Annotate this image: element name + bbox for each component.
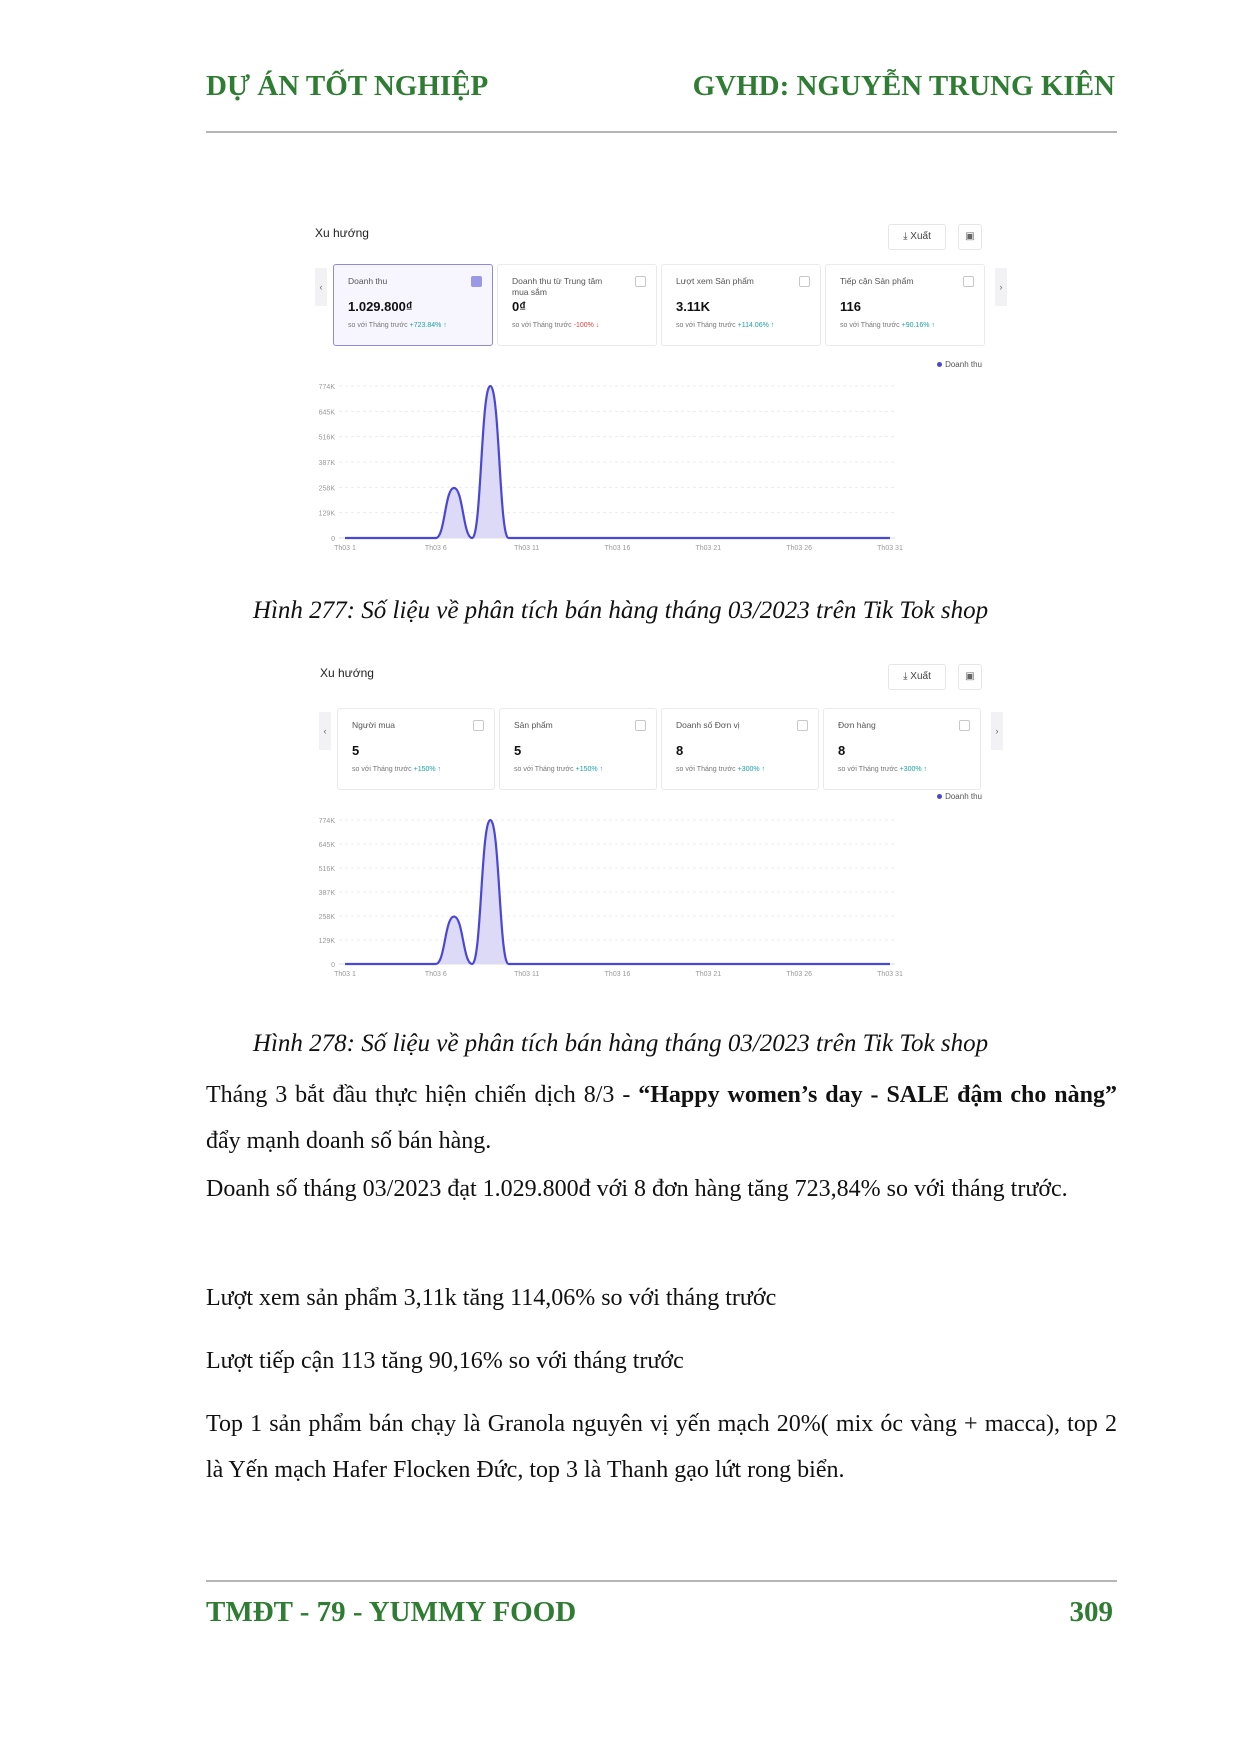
paragraph-revenue: Doanh số tháng 03/2023 đạt 1.029.800đ với 8 đơn hàng tăng 723,84% so với tháng trước.: [206, 1176, 1068, 1202]
metric-value: 8: [838, 743, 846, 758]
x-tick-label: Th03 21: [695, 971, 722, 978]
checkbox-icon[interactable]: [963, 276, 974, 287]
checkbox-icon[interactable]: [473, 720, 484, 731]
checkbox-icon[interactable]: [471, 276, 482, 287]
metric-label: Người mua: [352, 720, 395, 730]
x-tick-label: Th03 6: [424, 971, 447, 978]
paragraph-reach: Lượt tiếp cận 113 tăng 90,16% so với tháng trước: [206, 1348, 684, 1374]
next-arrow-icon[interactable]: ›: [995, 268, 1007, 306]
x-tick-label: Th03 16: [604, 971, 631, 978]
footer-divider: [206, 1580, 1117, 1582]
metric-value: 3.11K: [676, 299, 710, 314]
y-tick-label: 129K: [318, 510, 335, 518]
x-tick-label: Th03 1: [334, 545, 356, 552]
header-project-title: DỰ ÁN TỐT NGHIỆP: [206, 70, 489, 102]
x-tick-label: Th03 6: [424, 545, 447, 552]
metric-value: 0₫: [512, 299, 526, 314]
metric-compare: so với Tháng trước +150% ↑: [514, 766, 604, 773]
metric-compare: so với Tháng trước +300% ↑: [676, 766, 766, 773]
chart-legend: Doanh thu: [937, 792, 982, 801]
header-divider: [206, 131, 1117, 133]
checkbox-icon[interactable]: [959, 720, 970, 731]
y-tick-label: 774K: [318, 384, 335, 391]
metric-delta: +150%: [575, 766, 598, 773]
x-tick-label: Th03 26: [786, 545, 813, 552]
panel-title: Xu hướng: [320, 666, 374, 680]
metric-label: Sản phẩm: [514, 720, 553, 730]
x-tick-label: Th03 31: [877, 971, 903, 978]
metric-label: Doanh thu: [348, 276, 388, 286]
page-number: 309: [1069, 1596, 1113, 1628]
metric-label: Đơn hàng: [838, 720, 876, 730]
metric-delta: +300%: [899, 766, 922, 773]
y-tick-label: 258K: [318, 485, 335, 493]
metric-card-mall-revenue[interactable]: [497, 264, 657, 346]
x-tick-label: Th03 1: [334, 971, 356, 978]
metric-compare: so với Tháng trước +90.16% ↑: [840, 322, 935, 329]
metric-label: Doanh số Đơn vị: [676, 720, 740, 730]
x-tick-label: Th03 21: [695, 545, 722, 552]
metric-value: 5: [514, 743, 522, 758]
metric-compare: so với Tháng trước -100% ↓: [512, 322, 600, 329]
paragraph-top-products: Top 1 sản phẩm bán chạy là Granola nguyên vị yến mạch 20%( mix óc vàng + macca), top 2 là Yến mạch Hafer Flocken Đức, top 3 là Thanh gạo lứt rong biển.: [206, 1411, 1117, 1483]
figure-caption: Hình 277: Số liệu về phân tích bán hàng tháng 03/2023 trên Tik Tok shop: [252, 597, 989, 624]
y-tick-label: 387K: [318, 460, 335, 467]
prev-arrow-icon[interactable]: ‹: [319, 712, 331, 750]
checkbox-icon[interactable]: [797, 720, 808, 731]
checkbox-icon[interactable]: [635, 276, 646, 287]
panel-title: Xu hướng: [315, 226, 369, 240]
metric-card-products[interactable]: [499, 708, 657, 790]
metric-card-buyers[interactable]: [337, 708, 495, 790]
x-tick-label: Th03 31: [877, 545, 903, 552]
header-advisor: GVHD: NGUYỄN TRUNG KIÊN: [692, 70, 1115, 102]
revenue-trend-chart: [305, 376, 990, 566]
x-tick-label: Th03 11: [514, 971, 540, 978]
campaign-name: “Happy women’s day - SALE đậm cho nàng”: [638, 1082, 1117, 1108]
y-tick-label: 258K: [318, 914, 335, 921]
x-tick-label: Th03 26: [786, 971, 813, 978]
metric-card-product-reach[interactable]: [825, 264, 985, 346]
metric-compare: so với Tháng trước +150% ↑: [352, 766, 442, 773]
calendar-icon[interactable]: ▣: [958, 664, 982, 690]
y-tick-label: 645K: [318, 409, 335, 417]
metric-delta: +300%: [737, 766, 760, 773]
metric-compare: so với Tháng trước +114.06% ↑: [676, 322, 775, 329]
metric-compare: so với Tháng trước +300% ↑: [838, 766, 928, 773]
y-tick-label: 516K: [318, 434, 335, 442]
metric-card-revenue[interactable]: [333, 264, 493, 346]
chart-legend: Doanh thu: [937, 360, 982, 369]
metric-delta: -100%: [573, 322, 594, 329]
export-button[interactable]: ⤓ Xuất: [888, 224, 946, 250]
checkbox-icon[interactable]: [799, 276, 810, 287]
metric-label: Lượt xem Sản phẩm: [676, 276, 754, 286]
x-tick-label: Th03 11: [514, 545, 540, 552]
metric-value: 116: [840, 299, 861, 314]
calendar-icon[interactable]: ▣: [958, 224, 982, 250]
y-tick-label: 129K: [318, 938, 335, 945]
footer-team: TMĐT - 79 - YUMMY FOOD: [206, 1596, 577, 1628]
metric-card-unit-sales[interactable]: [661, 708, 819, 790]
paragraph-campaign: Tháng 3 bắt đầu thực hiện chiến dịch 8/3 - “Happy women’s day - SALE đậm cho nàng” đẩy mạnh doanh số bán hàng.: [206, 1082, 1117, 1154]
metric-compare: so với Tháng trước +723.84% ↑: [348, 322, 447, 329]
y-tick-label: 0: [331, 962, 335, 969]
metric-card-orders[interactable]: [823, 708, 981, 790]
metric-label: Tiếp cận Sản phẩm: [840, 276, 914, 286]
metric-delta: +114.06%: [737, 322, 769, 329]
metric-value: 5: [352, 743, 360, 758]
y-tick-label: 0: [331, 536, 335, 543]
y-tick-label: 774K: [318, 818, 335, 825]
metric-delta: +150%: [413, 766, 436, 773]
metric-value: 1.029.800₫: [348, 299, 413, 314]
metric-delta: +90.16%: [901, 322, 930, 329]
checkbox-icon[interactable]: [635, 720, 646, 731]
prev-arrow-icon[interactable]: ‹: [315, 268, 327, 306]
y-tick-label: 516K: [318, 866, 335, 873]
y-tick-label: 645K: [318, 842, 335, 849]
metric-card-product-views[interactable]: [661, 264, 821, 346]
export-button[interactable]: ⤓ Xuất: [888, 664, 946, 690]
paragraph-views: Lượt xem sản phẩm 3,11k tăng 114,06% so với tháng trước: [206, 1285, 777, 1311]
next-arrow-icon[interactable]: ›: [991, 712, 1003, 750]
revenue-trend-chart: [305, 810, 990, 992]
figure-caption: Hình 278: Số liệu về phân tích bán hàng tháng 03/2023 trên Tik Tok shop: [252, 1030, 989, 1057]
metric-label: Doanh thu từ Trung tâm mua sắm: [512, 276, 603, 297]
metric-value: 8: [676, 743, 684, 758]
trend-panel-2: [305, 658, 999, 988]
y-tick-label: 387K: [318, 890, 335, 897]
x-tick-label: Th03 16: [604, 545, 631, 552]
metric-delta: +723.84%: [409, 322, 442, 329]
trend-panel-1: [305, 218, 1003, 564]
